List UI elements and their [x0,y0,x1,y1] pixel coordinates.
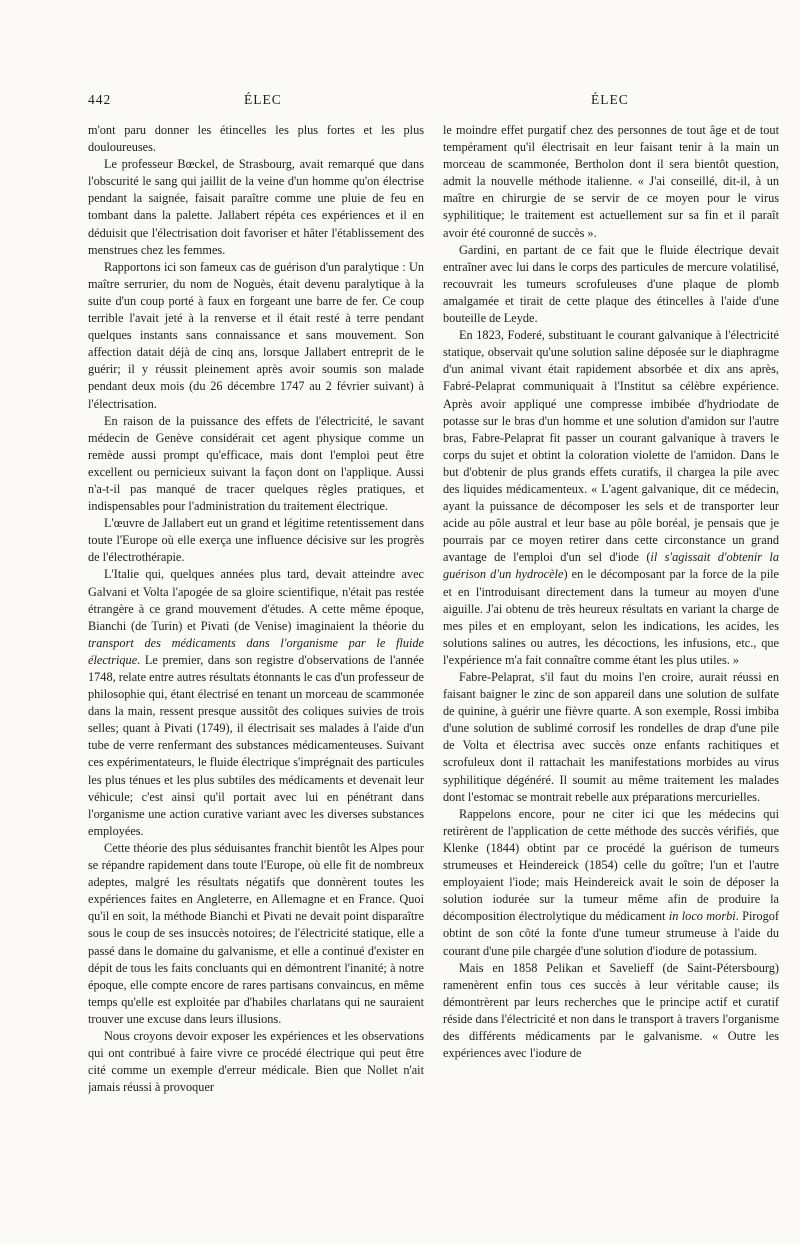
paragraph: Rapportons ici son fameux cas de guérison d'un paralytique : Un maître serrurier, du nom de Noguès, était devenu paralytique à la suite d'un coup porté à faux en forgeant une barre de fer. Ce coup terrible l'avait jeté à la renverse et il était resté à terre pendant quelques instants sans connaissance et sans mouvement. Son affection datait déjà de cinq ans, lorsque Jallabert entreprit de le guérir; il y réussit pleinement après avoir soumis son malade pendant deux mois (du 26 décembre 1747 au 2 février suivant) à l'électrisation. [88,259,424,411]
paragraph: Cette théorie des plus séduisantes franchit bientôt les Alpes pour se répandre rapidement dans toute l'Europe, où elle fit de nombreux adeptes, malgré les résultats négatifs que donnèrent toutes les expériences faites en Angleterre, en Allemagne et en France. Quoi qu'il en soit, la méthode Bianchi et Pivati ne devait point disparaître sous le coup de ses insuccès notoires; de l'électricité statique, elle a passé dans le domaine du galvanisme, et elle a continué d'exister en dépit de tous les faits concluants qui en démontrent l'inanité; à notre époque, elle compte encore de rares partisans convaincus, en même temps qu'elle est exploitée par d'habiles charlatans qui ne sauraient trouver une excuse dans leurs illusions. [88,840,424,1026]
paragraph [88,566,424,840]
paragraph: Mais en 1858 Pelikan et Savelieff (de Saint-Pétersbourg) ramenèrent enfin tous ces succès à leur véritable cause; ils démontrèrent par leurs recherches que le principe actif et curatif réside dans l'électricité et non dans le transport à travers l'organisme des différents médicaments par le galvanisme. « Outre les expériences avec l'iodure de [443,960,779,1061]
paragraph-text: L'Italie qui, quelques années plus tard, devait atteindre avec Galvani et Volta l'apogée de sa gloire scientifique, n'était pas restée étrangère à ce grand mouvement d'études. A cette même époque, Bianchi (de Turin) et Pivati (de Venise) imaginaient la théorie du [88,567,424,633]
paragraph: Gardini, en partant de ce fait que le fluide électrique devait entraîner avec lui dans le corps des particules de mercure volatilisé, recouvrait les tumeurs scrofuleuses d'une plaque de plomb amalgamée et tirait de cette plaque des étincelles à l'aide d'une bouteille de Leyde. [443,242,779,326]
paragraph: le moindre effet purgatif chez des personnes de tout âge et de tout tempérament qu'il électrisait en leur faisant tenir à la main un morceau de scammonée, Bertholon dont il sera bientôt question, admit la nouvelle méthode italienne. « J'ai conseillé, dit-il, à un maître en chirurgie de se servir de ce moyen pour le virus syphilitique; le traitement est actuellement sur sa fin et il paraît avoir été couronné de succès ». [443,123,779,240]
paragraph: Fabre-Pelaprat, s'il faut du moins l'en croire, aurait réussi en faisant baigner le zinc de son appareil dans une solution de sulfate de quinine, à guérir une fièvre quarte. A son exemple, Rossi imbiba d'une solution de sublimé corrosif les rondelles de drap d'une pile de Volta et électrisa avec succès onze enfants rachitiques et scrofuleux dont il rattachait les manifestations morbides au virus syphilitique dégénéré. Il soumit au même traitement les malades dont l'estomac se montrait rebelle aux préparations mercurielles. [443,670,779,804]
running-title-right: ÉLEC [591,92,629,107]
paragraph: Nous croyons devoir exposer les expériences et les observations qui ont contribué à faire vivre ce procédé électrique qui peut être cité comme un exemple d'erreur médicale. Bien que Nollet n'ait jamais réussi à provoquer [88,1028,424,1095]
running-title-left: ÉLEC [244,92,282,107]
paragraph [443,806,779,960]
page-number: 442 [88,92,112,107]
left-column [88,122,424,1157]
paragraph: Le professeur Bœckel, de Strasbourg, avait remarqué que dans l'obscurité le sang qui jaillit de la veine d'un homme qu'on électrise pendant la saignée, faisait paraître comme une pluie de feu en tombant dans la palette. Jallabert répéta ces expériences et il en déduisit que l'électrisation doit favoriser et hâter l'établissement des menstrues chez les femmes. [88,157,424,257]
paragraph [443,327,779,669]
paragraph-text: En 1823, Foderé, substituant le courant galvanique à l'électricité statique, observait qu'une solution saline déposée sur le diaphragme d'un animal vivant était rapidement absorbée et dix ans après, Fabré-Pelaprat communiquait à l'Institut sa célèbre expérience. Après avoir appliqué une compresse imbibée d'hydriodate de potasse sur le bras d'un homme et une solution d'amidon sur l'autre bras, Fabre-Pelaprat fit passer un courant galvanique à travers le corps du sujet et obtint la coloration violette de l'amidon. Dans le but d'obtenir de plus grands effets curatifs, il chargea la pile avec des liquides médicamenteux. « L'agent galvanique, dit ce médecin, ayant la puissance de décomposer les sels et de transporter leur acide au pôle austral et leur base au pôle boréal, je pensais que je pourrais par ce moyen retirer dans cette circonstance un grand avantage de l'emploi d'un sel d'iode ( [443,328,779,565]
paragraph: L'œuvre de Jallabert eut un grand et légitime retentissement dans toute l'Europe où elle exerça une influence décisive sur les progrès de l'électrothérapie. [88,516,424,565]
italic-phrase: transport des médicaments dans l'organisme par le fluide électrique [88,635,424,667]
italic-phrase: il s'agissait d'obtenir la guérison d'un hydrocèle [443,550,779,582]
paragraph-text: ) en le décomposant par la force de la pile et en l'introduisant directement dans la tumeur au moyen d'une aiguille. J'ai obtenu de très heureux résultats en variant la charge de mes piles et en employant, selon les indications, les acides, les solutions salines ou autres, les décoctions, les infusions, etc., que l'expérience m'a fait connaître comme étant les plus utiles. » [443,567,779,667]
italic-phrase: in loco morbi [668,909,736,924]
paragraph-text: Rappelons encore, pour ne citer ici que les médecins qui retirèrent de l'application de cette méthode des succès vérifiés, que Klenke (1844) obtint par ce procédé la guérison de tumeurs strumeuses et Heindereick (1854) celle du goître; l'un et l'autre employaient l'iode; mais Heindereick avait le soin de déposer la solution iodurée sur la tumeur même afin de produire la décomposition électrolytique du médicament [443,806,779,924]
paragraph-text: . Le premier, dans son registre d'observations de l'année 1748, relate entre autres résultats étonnants le cas d'un professeur de philosophie qui, étant électrisé en tenant un morceau de scammonée dans la main, ressent presque aussitôt des coliques suivies de trois selles; quant à Pivati (1749), il électrisait ses malades à l'aide d'un tube de verre renfermant des substances médicamenteuses. Suivant ces expérimentateurs, le fluide électrique s'imprégnait des particules les plus ténues et les plus subtiles des médicaments et devenait leur véhicule; c'est ainsi qu'il portait avec lui en pénétrant dans l'organisme une action curative variant avec les diverses substances employées. [88,652,424,838]
running-head [0,92,800,112]
paragraph-text: . Pirogof obtint de son côté la fonte d'une tumeur strumeuse à l'aide du courant d'une pile chargée d'une solution d'iodure de potassium. [443,909,779,958]
right-column [443,122,779,1157]
paragraph: En raison de la puissance des effets de l'électricité, le savant médecin de Genève considérait cet agent physique comme un remède aussi prompt qu'efficace, mais dont l'emploi peut être excellent ou pernicieux suivant la façon dont on l'applique. Aussi n'a-t-il pas manqué de tracer quelques règles pratiques, et indispensables pour l'administration du traitement électrique. [88,413,424,514]
paragraph: m'ont paru donner les étincelles les plus fortes et les plus douloureuses. [88,123,424,155]
